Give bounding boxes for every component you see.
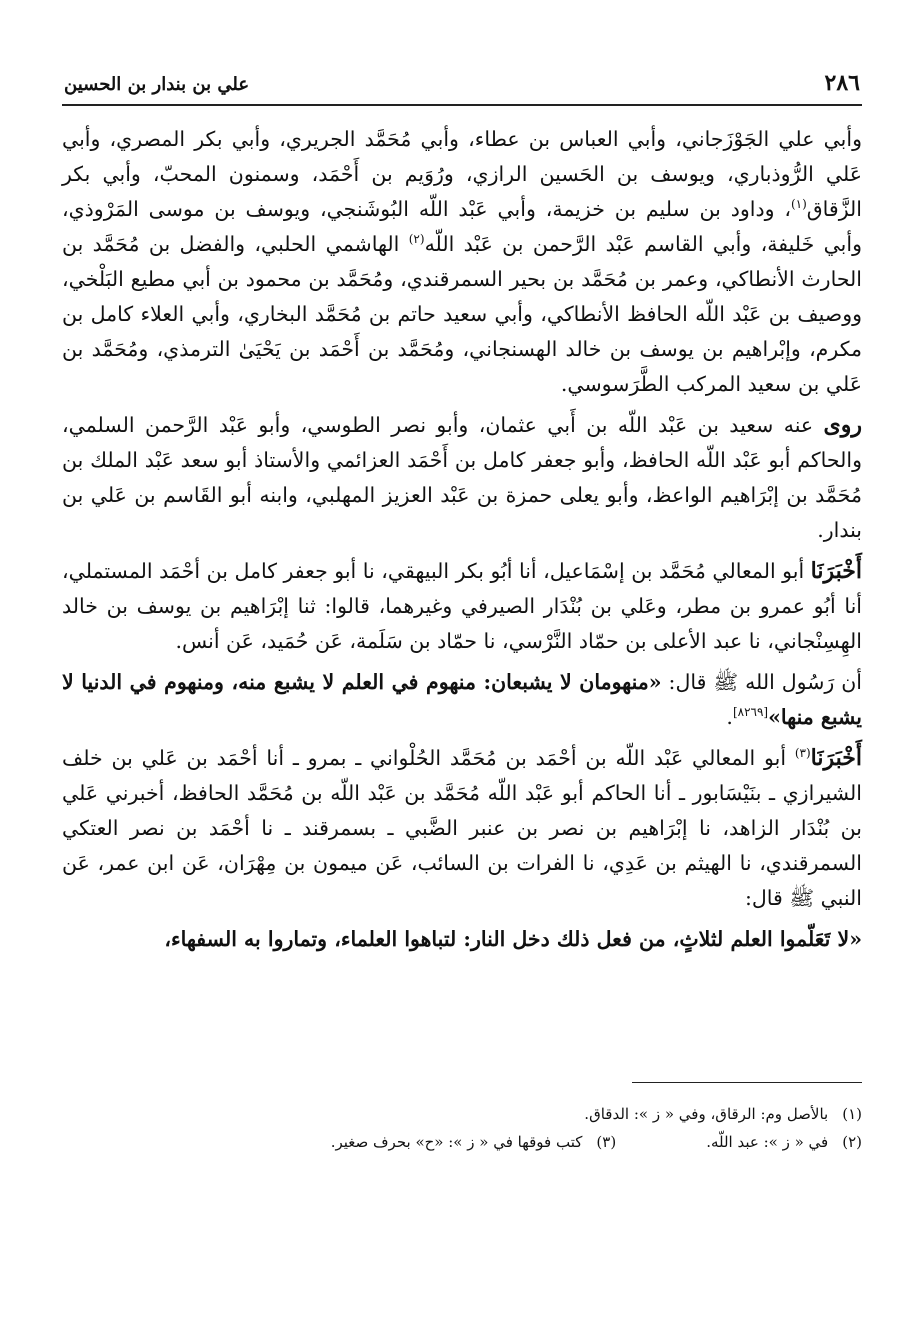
- paragraph-text: أن رَسُول الله ﷺ قال:: [661, 670, 863, 694]
- footnote-ref-1: (١): [790, 197, 807, 212]
- footnote-divider: [632, 1082, 862, 1083]
- paragraph-isnad-2: [62, 741, 862, 916]
- paragraph-text: أبو المعالي مُحَمَّد بن إسْمَاعيل، أنا أبُو بكر البيهقي، نا أبو جعفر كامل بن أحْمَد المستملي، أنا أبُو عمرو بن مطر، وعَلي بن بُنْدَار الصيرفي وغيرهما، قالوا: ثنا إبْرَاهيم بن يوسف بن خالد الهِسِنْجاني، نا عبد الأعلى بن حمّاد النَّرْسي، نا حمّاد بن سَلَمة، عَن حُمَيد، عَن أنس.: [62, 559, 862, 653]
- hadith-text: «لا تَعَلّموا العلم لثلاثٍ، من فعل ذلك دخل النار: لتباهوا العلماء، وتماروا به السفهاء،: [164, 927, 862, 951]
- running-title: علي بن بندار بن الحسين: [64, 74, 250, 95]
- main-text: [62, 122, 862, 957]
- paragraph-text: عنه سعيد بن عَبْد اللّه بن أَبي عثمان، وأبو نصر الطوسي، وأبو عَبْد الرَّحمن السلمي، والحاكم أبو عَبْد اللّه الحافظ، وأبو جعفر كامل بن أَحْمَد العزائمي والأستاذ أبو سعد عَبْد الملك بن مُحَمَّد بن إبْرَاهيم الواعظ، وأبو يعلى حمزة بن عَبْد العزيز المهلبي، وابنه أبو القَاسم بن عَلي بن بندار.: [62, 413, 862, 542]
- paragraph-teachers: [62, 122, 862, 402]
- paragraph-text: وأبي علي الجَوْزَجاني، وأبي العباس بن عطاء، وأبي مُحَمَّد الجريري، وأبي بكر المصري، وأبي عَلي الرُّوذباري، ويوسف بن الحَسين الرازي، ورُوَيم بن أَحْمَد، وسمنون المحبّ، وأبي بكر الزَّقاق: [62, 127, 862, 221]
- footnote-1: [584, 1100, 862, 1128]
- footnote-text: في « ز »: عبد اللّه.: [706, 1133, 829, 1151]
- paragraph-text: ، وداود بن سليم بن خزيمة، وأبي عَبْد اللّه البُوشَنجي، ويوسف بن موسى المَرْوذي، وأبي خَليفة، وأبي القاسم عَبْد الرَّحمن بن عَبْد اللّه: [62, 197, 862, 256]
- hadith-text: «منهومان لا يشبعان: منهوم في العلم لا يشبع منه، ومنهوم في الدنيا لا يشبع منها»: [62, 670, 862, 729]
- footnotes: [62, 1100, 862, 1156]
- footnote-line-2: [62, 1128, 862, 1156]
- footnote-line-1: [62, 1100, 862, 1128]
- paragraph-hadith-2: [62, 922, 862, 957]
- footnote-3: [331, 1128, 617, 1156]
- page-header: [62, 70, 862, 106]
- paragraph-text: أبو المعالي عَبْد اللّه بن أحْمَد بن مُحَمَّد الحُلْواني ـ بمرو ـ أنا أحْمَد بن عَلي بن خلف الشيرازي ـ بنَيْسَابور ـ أنا الحاكم أبو عَبْد اللّه مُحَمَّد بن عَبْد اللّه بن مُحَمَّد الحافظ، أخبرني عَلي بن بُنْدَار الزاهد، نا إبْرَاهيم بن نصر بن عنبر الضَّبي ـ بسمرقند ـ نا أحْمَد بن نصر العتكي السمرقندي، نا الهيثم بن عَدِي، نا الفرات بن السائب، عَن ميمون بن مِهْرَان، عَن ابن عمر، عَن النبي ﷺ قال:: [62, 746, 862, 910]
- paragraph-hadith-1: [62, 665, 862, 735]
- paragraph-isnad-1: [62, 554, 862, 659]
- hadith-number: [٨٢٦٩]: [732, 705, 769, 720]
- footnote-ref-2: (٢): [408, 232, 425, 247]
- page-number: ٢٨٦: [824, 70, 860, 96]
- footnote-text: كتب فوقها في « ز »: «ح» بحرف صغير.: [330, 1133, 583, 1151]
- footnote-number: (١): [842, 1105, 862, 1123]
- footnote-text: بالأصل وم: الرقاق، وفي « ز »: الدقاق.: [584, 1105, 829, 1123]
- keyword-akhbarana: أَخْبَرَنَا: [810, 745, 862, 771]
- paragraph-text: الهاشمي الحلبي، والفضل بن مُحَمَّد بن الحارث الأنطاكي، وعمر بن مُحَمَّد بن بحير السمرقندي، ومُحَمَّد بن محمود بن أبي مطيع البَلْخي، ووصيف بن عَبْد اللّه الحافظ الأنطاكي، وأبي سعيد حاتم بن مُحَمَّد البخاري، وأبي العلاء كامل بن مكرم، وإبْراهيم بن يوسف بن خالد الهسنجاني، ومُحَمَّد بن أَحْمَد بن يَحْيَىٰ الترمذي، ومُحَمَّد بن عَلي بن سعيد المركب الطَّرَسوسي.: [62, 232, 862, 396]
- footnote-ref-3: (٣): [794, 746, 811, 761]
- paragraph-text: .: [726, 705, 733, 729]
- book-page: [62, 70, 862, 1310]
- footnote-number: (٢): [842, 1133, 862, 1151]
- footnote-2: [706, 1128, 862, 1156]
- paragraph-narrators: [62, 408, 862, 548]
- keyword-akhbarana: أَخْبَرَنَا: [810, 558, 862, 584]
- footnote-number: (٣): [596, 1133, 617, 1151]
- keyword-rawa: روى: [823, 412, 862, 438]
